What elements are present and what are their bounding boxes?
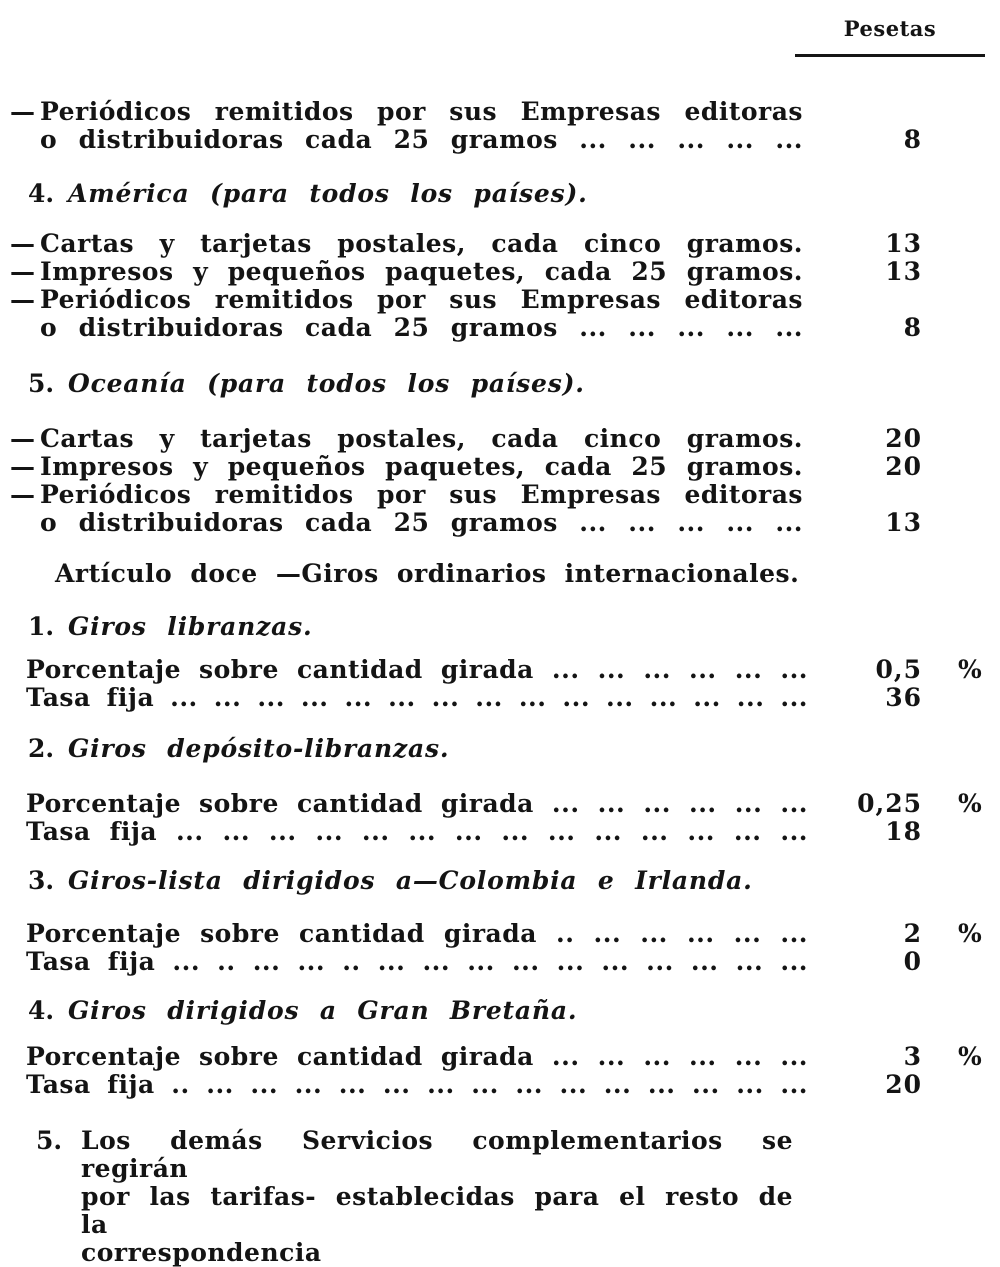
row-text: Periódicos remitidos por sus Empresas editoras [40,97,803,126]
rate-value: 3 [903,1042,922,1071]
row-text: Cartas y tarjetas postales, cada cinco gramos. [40,424,803,453]
rate-value: 0,25 [857,789,922,818]
section-heading-giros-deposito [0,735,1000,763]
tariff-item-periodicos [0,98,1000,154]
final-note [0,1127,1000,1267]
row-text: Cartas y tarjetas postales, cada cinco gramos. [40,229,803,258]
pesetas-underline [795,54,985,57]
tariff-row [0,656,1000,684]
section-title: Giros libranzas. [68,612,313,641]
dash-icon: — [10,480,35,509]
pesetas-label: Pesetas [843,16,937,41]
dash-icon: — [10,424,35,453]
articulo-heading [0,560,1000,588]
tariff-row [0,920,1000,948]
section-heading-giros-gran-bretana [0,997,1000,1025]
row-text: Impresos y pequeños paquetes, cada 25 gramos. [40,452,803,481]
note-text: Los demás Servicios complementarios se regirán [81,1126,793,1183]
note-text: correspondencia [81,1238,322,1267]
tariff-row [0,258,1000,286]
rate-list-giros-deposito [0,790,1000,846]
row-text: o distribuidoras cada 25 gramos ... ... ... ... ... [40,508,803,537]
section-title: Oceanía (para todos los países). [68,369,585,398]
row-text: Impresos y pequeños paquetes, cada 25 gramos. [40,257,803,286]
tariff-row [0,948,1000,976]
tariff-row [0,1043,1000,1071]
dash-icon: — [10,285,35,314]
section-title: Giros depósito-libranzas. [68,734,450,763]
rate-value: 0 [903,947,922,976]
pesetas-column-header [795,16,985,57]
row-text: Tasa fija ... ... ... ... ... ... ... ... ... ... ... ... ... ... [26,817,808,846]
rate-value: 20 [885,452,922,481]
rate-value: 8 [903,125,922,154]
section-title: Giros-lista dirigidos a—Colombia e Irlanda. [68,866,753,895]
note-number: 5. [36,1126,63,1155]
row-text: Porcentaje sobre cantidad girada ... ... ... ... ... ... [26,789,808,818]
row-text: Tasa fija ... .. ... ... .. ... ... ... ... ... ... ... ... ... ... [26,947,808,976]
section-title: Giros dirigidos a Gran Bretaña. [68,996,578,1025]
rate-value: 13 [885,257,922,286]
percent-sign: % [958,655,982,684]
dash-icon: — [10,257,35,286]
section-title: América (para todos los países). [68,179,588,208]
rate-value: 36 [885,683,922,712]
tariff-row [0,481,1000,537]
rate-list-oceania [0,425,1000,537]
row-text: Periódicos remitidos por sus Empresas editoras [40,285,803,314]
section-number: 3. [28,866,55,895]
rate-value: 13 [885,508,922,537]
tariff-row [0,790,1000,818]
tariff-row [0,425,1000,453]
rate-value: 13 [885,229,922,258]
dash-icon: — [10,452,35,481]
row-text: Porcentaje sobre cantidad girada ... ... ... ... ... ... [26,1042,808,1071]
tariff-row [0,230,1000,258]
tariff-row [0,684,1000,712]
section-number: 4. [28,179,55,208]
rate-value: 20 [885,424,922,453]
rate-list-giros-gran-bretana [0,1043,1000,1099]
row-text: o distribuidoras cada 25 gramos ... ... ... ... ... [40,313,803,342]
dash-icon: — [10,97,35,126]
tariff-row [0,453,1000,481]
rate-list-america [0,230,1000,342]
section-heading-giros-libranzas [0,613,1000,641]
row-text: o distribuidoras cada 25 gramos ... ... ... ... ... [40,125,803,154]
tariff-row [0,286,1000,342]
percent-sign: % [958,789,982,818]
dash-icon: — [10,229,35,258]
section-heading-america [0,180,1000,208]
percent-sign: % [958,919,982,948]
rate-value: 20 [885,1070,922,1099]
section-number: 2. [28,734,55,763]
articulo-heading-text: Artículo doce —Giros ordinarios internacionales. [55,559,800,588]
rate-value: 8 [903,313,922,342]
section-heading-giros-lista [0,867,1000,895]
row-text: Periódicos remitidos por sus Empresas editoras [40,480,803,509]
percent-sign: % [958,1042,982,1071]
row-text: Tasa fija .. ... ... ... ... ... ... ... ... ... ... ... ... ... ... [26,1070,808,1099]
rate-list-giros-libranzas [0,656,1000,712]
rate-list-giros-lista [0,920,1000,976]
section-heading-oceania [0,370,1000,398]
row-text: Porcentaje sobre cantidad girada .. ... ... ... ... ... [26,919,808,948]
row-text: Porcentaje sobre cantidad girada ... ... ... ... ... ... [26,655,808,684]
section-number: 4. [28,996,55,1025]
section-number: 5. [28,369,55,398]
section-number: 1. [28,612,55,641]
row-text: Tasa fija ... ... ... ... ... ... ... ... ... ... ... ... ... ... ... [26,683,808,712]
rate-value: 18 [885,817,922,846]
tariff-row [0,1071,1000,1099]
note-text: por las tarifas- establecidas para el resto de la [81,1182,793,1239]
tariff-row [0,98,1000,154]
rate-value: 0,5 [875,655,922,684]
rate-value: 2 [903,919,922,948]
tariff-row [0,818,1000,846]
